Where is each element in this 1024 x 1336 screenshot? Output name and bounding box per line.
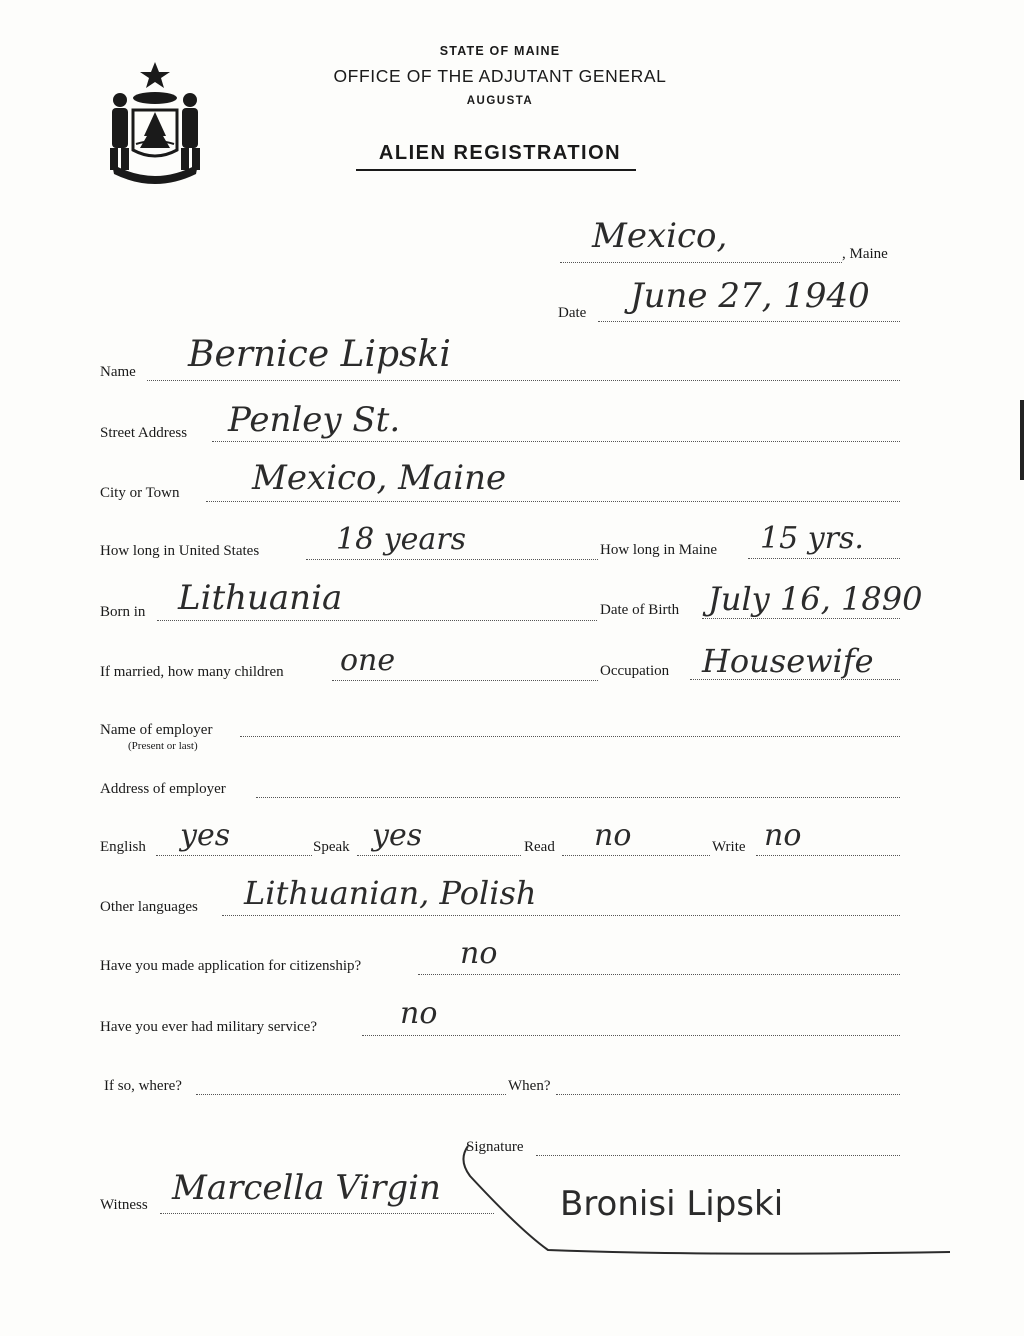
read-line: [562, 855, 710, 856]
date-value: June 27, 1940: [630, 276, 870, 316]
write-label: Write: [712, 839, 746, 855]
write-value: no: [764, 818, 802, 853]
english-line: [156, 855, 312, 856]
street-line: [212, 441, 900, 442]
city-value: Mexico, Maine: [252, 458, 507, 498]
citizenship-label: Have you made application for citizenship?: [100, 958, 362, 974]
military-label: Have you ever had military service?: [100, 1019, 317, 1035]
city-label: City or Town: [100, 485, 180, 501]
employer-name-line: [240, 736, 900, 737]
name-line: [147, 380, 900, 381]
occupation-value: Housewife: [702, 642, 874, 680]
speak-label: Speak: [313, 839, 350, 855]
employer-address-label: Address of employer: [100, 781, 226, 797]
town-line: [560, 262, 842, 263]
read-value: no: [594, 818, 632, 853]
citizenship-value: no: [460, 936, 498, 971]
title-underline: [356, 169, 636, 171]
us-duration-label: How long in United States: [100, 543, 260, 559]
maine-duration-line: [748, 558, 900, 559]
english-value: yes: [180, 818, 231, 853]
witness-value: Marcella Virgin: [172, 1168, 441, 1208]
witness-label: Witness: [100, 1197, 148, 1213]
where-line: [196, 1094, 506, 1095]
speak-value: yes: [372, 818, 423, 853]
where-label: If so, where?: [104, 1078, 182, 1094]
speak-line: [357, 855, 521, 856]
signature-line: [536, 1155, 900, 1156]
employer-name-sublabel: (Present or last): [128, 740, 198, 752]
children-label: If married, how many children: [100, 664, 284, 680]
header-city: AUGUSTA: [466, 95, 534, 107]
children-value: one: [340, 643, 396, 678]
english-label: English: [100, 839, 146, 855]
when-label: When?: [508, 1078, 551, 1094]
street-value: Penley St.: [228, 400, 401, 440]
other-languages-line: [222, 915, 900, 916]
date-line: [598, 321, 900, 322]
form-title: ALIEN REGISTRATION: [378, 142, 622, 164]
town-state-suffix: , Maine: [842, 246, 888, 262]
military-value: no: [400, 996, 438, 1031]
born-in-value: Lithuania: [178, 578, 343, 618]
witness-line: [160, 1213, 494, 1214]
other-languages-label: Other languages: [100, 899, 198, 915]
date-label: Date: [558, 305, 587, 321]
signature-label: Signature: [466, 1139, 524, 1155]
employer-name-label: Name of employer: [100, 722, 213, 738]
when-line: [556, 1094, 900, 1095]
birth-date-label: Date of Birth: [600, 602, 680, 618]
birth-date-line: [702, 618, 900, 619]
maine-duration-value: 15 yrs.: [760, 521, 864, 556]
maine-duration-label: How long in Maine: [600, 542, 718, 558]
name-label: Name: [100, 364, 136, 380]
write-line: [756, 855, 900, 856]
header-office: OFFICE OF THE ADJUTANT GENERAL: [333, 66, 667, 86]
children-line: [332, 680, 598, 681]
military-line: [362, 1035, 900, 1036]
citizenship-line: [418, 974, 900, 975]
town-value: Mexico,: [592, 216, 728, 256]
birth-date-value: July 16, 1890: [708, 580, 923, 618]
header-state: STATE OF MAINE: [439, 44, 561, 58]
read-label: Read: [524, 839, 555, 855]
other-languages-value: Lithuanian, Polish: [244, 874, 537, 912]
occupation-label: Occupation: [600, 663, 670, 679]
born-in-line: [157, 620, 597, 621]
scan-edge-mark: [1020, 400, 1024, 480]
born-in-label: Born in: [100, 604, 146, 620]
us-duration-value: 18 years: [336, 522, 467, 557]
signature-value: Bronisi Lipski: [560, 1184, 784, 1224]
employer-address-line: [256, 797, 900, 798]
city-line: [206, 501, 900, 502]
us-duration-line: [306, 559, 598, 560]
name-value: Bernice Lipski: [188, 334, 451, 375]
street-label: Street Address: [100, 425, 188, 441]
maine-state-seal-icon: [100, 58, 210, 184]
